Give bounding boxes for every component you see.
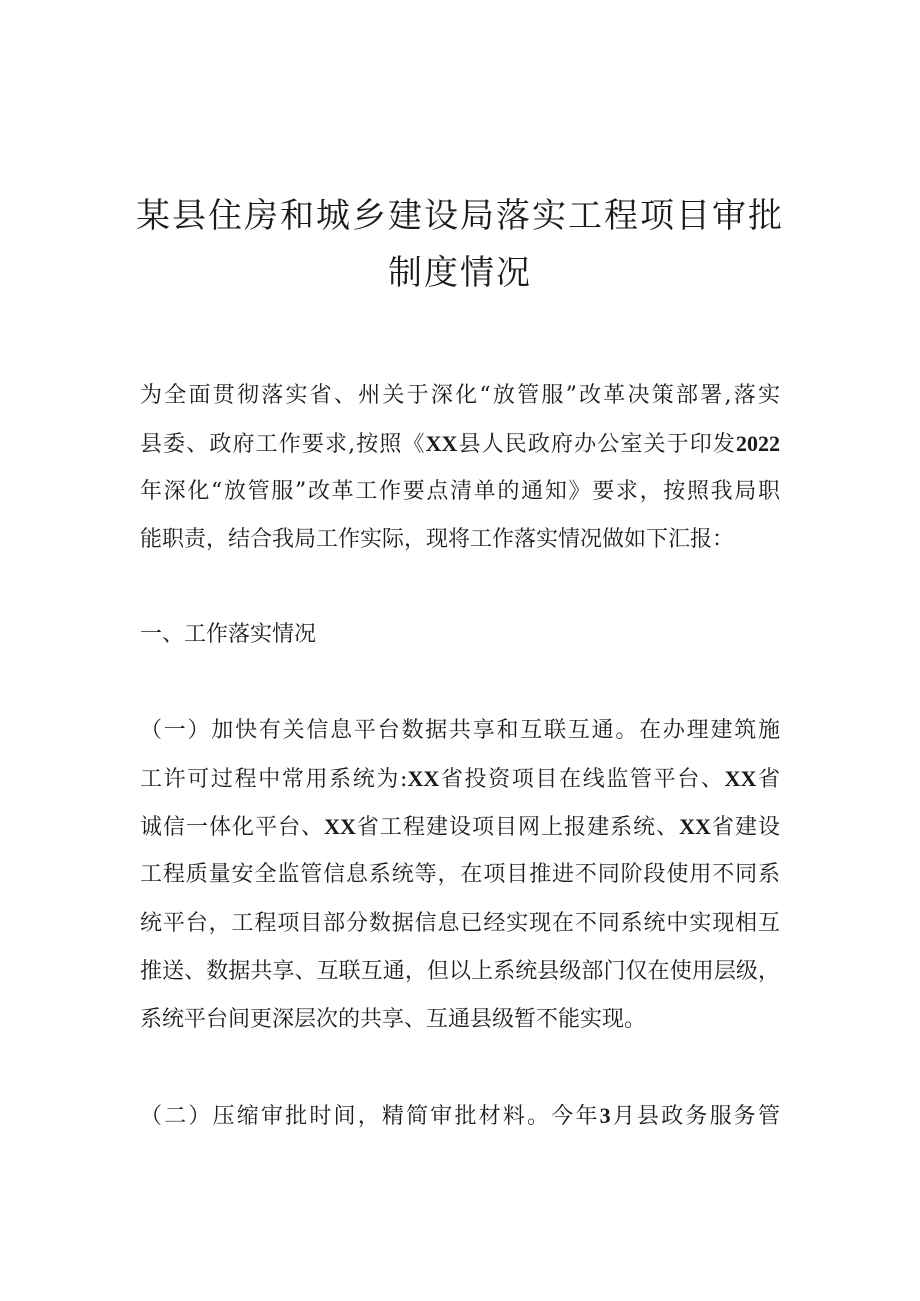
para2-text: （二）压缩审批时间，精简审批材料。今年 bbox=[140, 1104, 600, 1129]
para2-line-1 bbox=[140, 1101, 780, 1132]
para2-text: 月县政务服务管 bbox=[610, 1104, 780, 1129]
para1-line-4: 工程质量安全监管信息系统等，在项目推进不同阶段使用不同系 bbox=[140, 862, 780, 887]
intro-bold-text: XX bbox=[425, 431, 458, 456]
para1-line-1: （一）加快有关信息平台数据共享和互联互通。在办理建筑施 bbox=[140, 718, 780, 743]
document-title-line-1: 某县住房和城乡建设局落实工程项目审批 bbox=[136, 196, 784, 236]
intro-text: 县委、政府工作要求,按照《 bbox=[140, 432, 426, 457]
intro-line-4: 能职责，结合我局工作实际，现将工作落实情况做如下汇报： bbox=[140, 527, 735, 552]
para1-line-7: 系统平台间更深层次的共享、互通县级暂不能实现。 bbox=[140, 1007, 647, 1032]
para1-text: 省建设 bbox=[710, 815, 780, 840]
para1-bold-text: XX bbox=[724, 766, 757, 791]
section-heading: 一、工作落实情况 bbox=[140, 622, 317, 647]
document-title-line-2: 制度情况 bbox=[388, 253, 532, 293]
para1-text: 诚信一体化平台、 bbox=[140, 815, 325, 840]
para1-bold-text: XX bbox=[407, 766, 440, 791]
para1-text: 省投资项目在线监管平台、 bbox=[439, 767, 725, 792]
para1-bold-text: XX bbox=[679, 814, 711, 839]
intro-line-3: 年深化“放管服”改革工作要点清单的通知》要求，按照我局职 bbox=[140, 479, 780, 504]
para1-text: 省工程建设项目网上报建系统、 bbox=[355, 815, 680, 840]
para1-text: 省 bbox=[756, 767, 780, 792]
para1-text: 工许可过程中常用系统为: bbox=[140, 767, 408, 792]
intro-line-2 bbox=[140, 429, 780, 460]
para1-line-2 bbox=[140, 764, 780, 795]
intro-line-1: 为全面贯彻落实省、州关于深化“放管服”改革决策部署,落实 bbox=[140, 383, 780, 408]
para1-line-3 bbox=[140, 812, 780, 843]
intro-bold-year: 2022 bbox=[736, 431, 780, 456]
para1-line-5: 统平台，工程项目部分数据信息已经实现在不同系统中实现相互 bbox=[140, 911, 780, 936]
intro-text: 县人民政府办公室关于印发 bbox=[457, 432, 736, 457]
para2-bold-number: 3 bbox=[599, 1103, 611, 1128]
para1-line-6: 推送、数据共享、互联互通，但以上系统县级部门仅在使用层级， bbox=[140, 959, 780, 984]
para1-bold-text: XX bbox=[324, 814, 356, 839]
